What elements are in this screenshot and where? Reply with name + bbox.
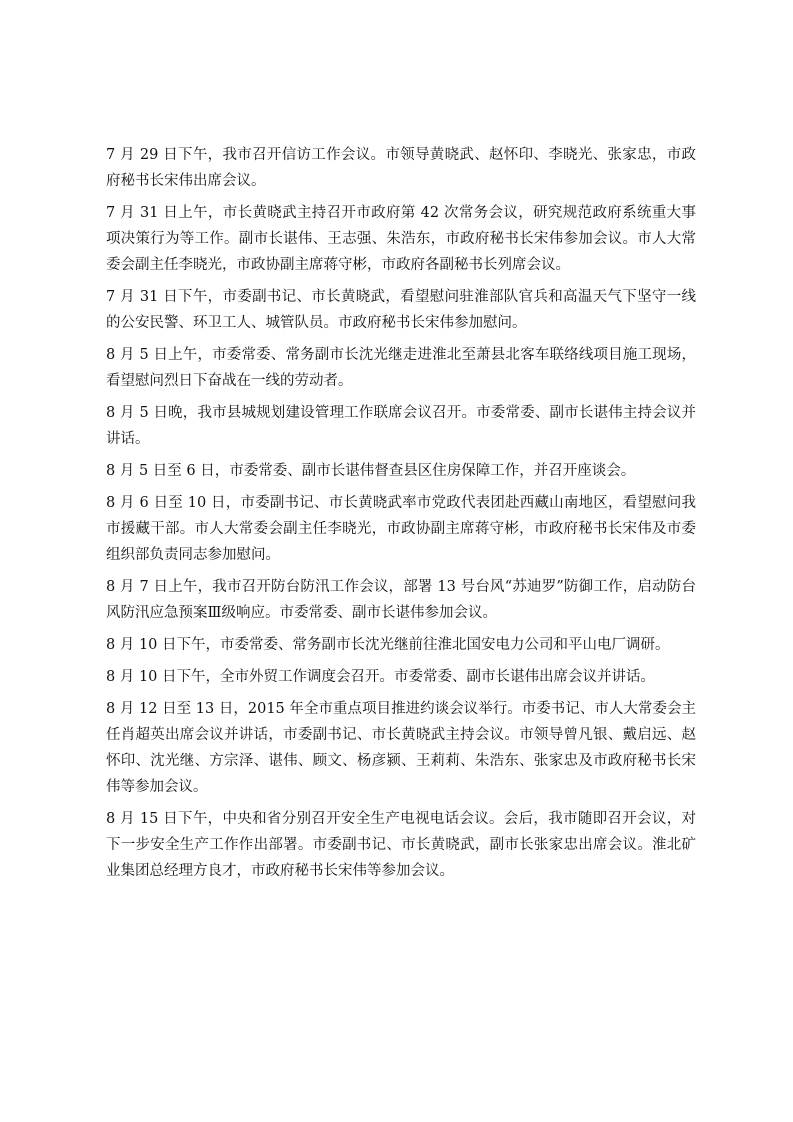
- paragraph-10: 8 月 10 日下午，全市外贸工作调度会召开。市委常委、副市长谌伟出席会议并讲话。: [106, 669, 656, 685]
- document-body: [106, 142, 696, 890]
- paragraph-11: 8 月 12 日至 13 日，2015 年全市重点项目推进约谈会议举行。市委书记、市人大常委会主任肖超英出席会议并讲话，市委副书记、市长黄晓武主持会议。市领导曾凡银、戴启远、赵怀印、沈光继、方宗泽、谌伟、顾文、杨彦颍、王莉莉、朱浩东、张家忠及市政府秘书长宋伟等参加会议。: [106, 701, 696, 795]
- paragraph-5: 8 月 5 日晚，我市县城规划建设管理工作联席会议召开。市委常委、副市长谌伟主持会议并讲话。: [106, 405, 696, 447]
- paragraph-3: 7 月 31 日下午，市委副书记、市长黄晓武，看望慰问驻淮部队官兵和高温天气下坚守一线的公安民警、环卫工人、城管队员。市政府秘书长宋伟参加慰问。: [106, 289, 696, 331]
- paragraph-9: 8 月 10 日下午，市委常委、常务副市长沈光继前往淮北国安电力公司和平山电厂调研。: [106, 637, 670, 653]
- paragraph-6: 8 月 5 日至 6 日，市委常委、副市长谌伟督查县区住房保障工作，并召开座谈会。: [106, 463, 636, 479]
- paragraph-8: 8 月 7 日上午，我市召开防台防汛工作会议，部署 13 号台风“苏迪罗”防御工作，启动防台风防汛应急预案Ⅲ级响应。市委常委、副市长谌伟参加会议。: [106, 579, 696, 621]
- paragraph-7: 8 月 6 日至 10 日，市委副书记、市长黄晓武率市党政代表团赴西藏山南地区，看望慰问我市援藏干部。市人大常委会副主任李晓光，市政协副主席蒋守彬，市政府秘书长宋伟及市委组织部负责同志参加慰问。: [106, 495, 696, 563]
- paragraph-12: 8 月 15 日下午，中央和省分别召开安全生产电视电话会议。会后，我市随即召开会议，对下一步安全生产工作作出部署。市委副书记、市长黄晓武，副市长张家忠出席会议。淮北矿业集团总经理方良才，市政府秘书长宋伟等参加会议。: [106, 811, 696, 879]
- paragraph-4: 8 月 5 日上午，市委常委、常务副市长沈光继走进淮北至萧县北客车联络线项目施工现场，看望慰问烈日下奋战在一线的劳动者。: [106, 347, 696, 389]
- paragraph-1: 7 月 29 日下午，我市召开信访工作会议。市领导黄晓武、赵怀印、李晓光、张家忠，市政府秘书长宋伟出席会议。: [106, 147, 696, 189]
- paragraph-2: 7 月 31 日上午，市长黄晓武主持召开市政府第 42 次常务会议，研究规范政府系统重大事项决策行为等工作。副市长谌伟、王志强、朱浩东，市政府秘书长宋伟参加会议。市人大常委会副主任李晓光，市政协副主席蒋守彬，市政府各副秘书长列席会议。: [106, 205, 696, 273]
